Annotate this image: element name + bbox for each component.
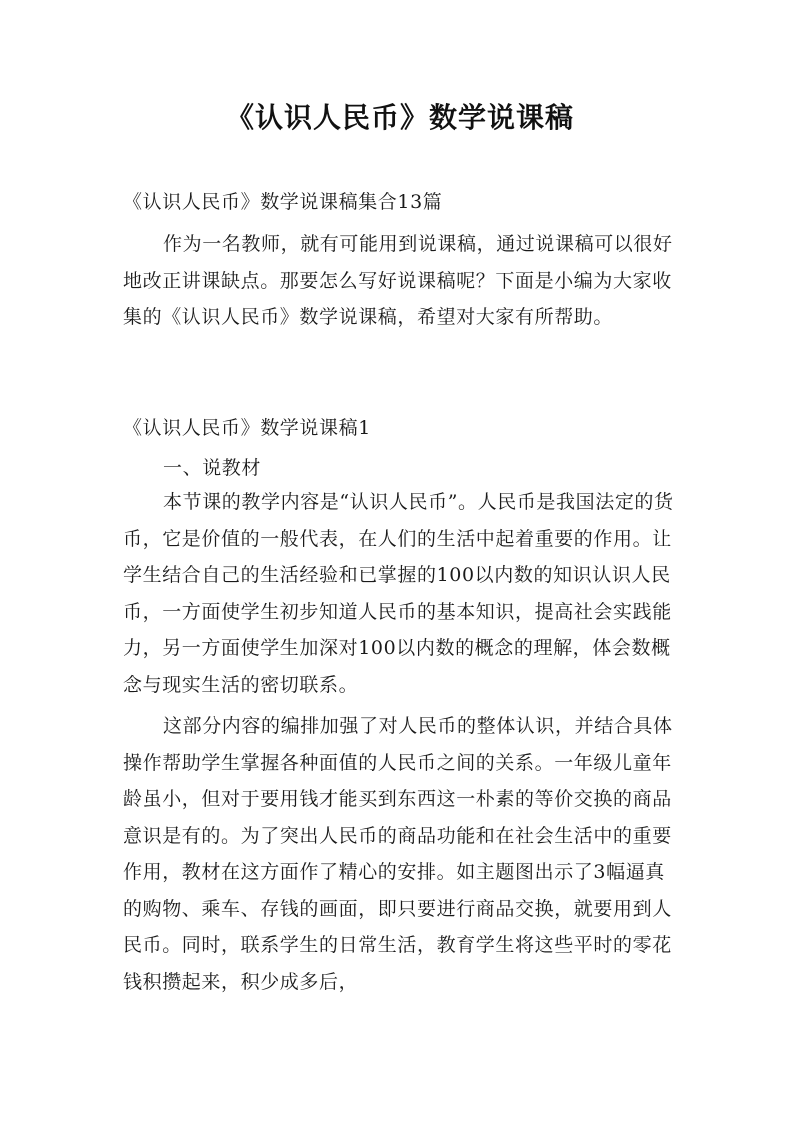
intro-paragraph: 作为一名教师，就有可能用到说课稿，通过说课稿可以很好地改正讲课缺点。那要怎么写好说课稿呢？下面是小编为大家收集的《认识人民币》数学说课稿，希望对大家有所帮助。 [123, 233, 673, 328]
section-heading: 《认识人民币》数学说课稿1 [123, 417, 371, 439]
body-paragraph: 本节课的教学内容是“认识人民币”。人民币是我国法定的货币，它是价值的一般代表，在人们的生活中起着重要的作用。让学生结合自己的生活经验和已掌握的100以内数的知识认识人民币，一方面使学生初步知道人民币的基本知识，提高社会实践能力，另一方面使学生加深对100以内数的概念的理解，体会数概念与现实生活的密切联系。 [123, 491, 674, 696]
body-paragraph: 这部分内容的编排加强了对人民币的整体认识，并结合具体操作帮助学生掌握各种面值的人民币之间的关系。一年级儿童年龄虽小，但对于要用钱才能买到东西这一朴素的等价交换的商品意识是有的。为了突出人民币的商品功能和在社会生活中的重要作用，教材在这方面作了精心的安排。如主题图出示了3幅逼真的购物、乘车、存钱的画面，即只要进行商品交换，就要用到人民币。同时，联系学生的日常生活，教育学生将这些平时的零花钱积攒起来，积少成多后， [123, 715, 673, 993]
document-title: 《认识人民币》数学说课稿 [225, 101, 574, 134]
section-label: 一、说教材 [163, 457, 262, 479]
document-subtitle: 《认识人民币》数学说课稿集合13篇 [123, 191, 443, 213]
